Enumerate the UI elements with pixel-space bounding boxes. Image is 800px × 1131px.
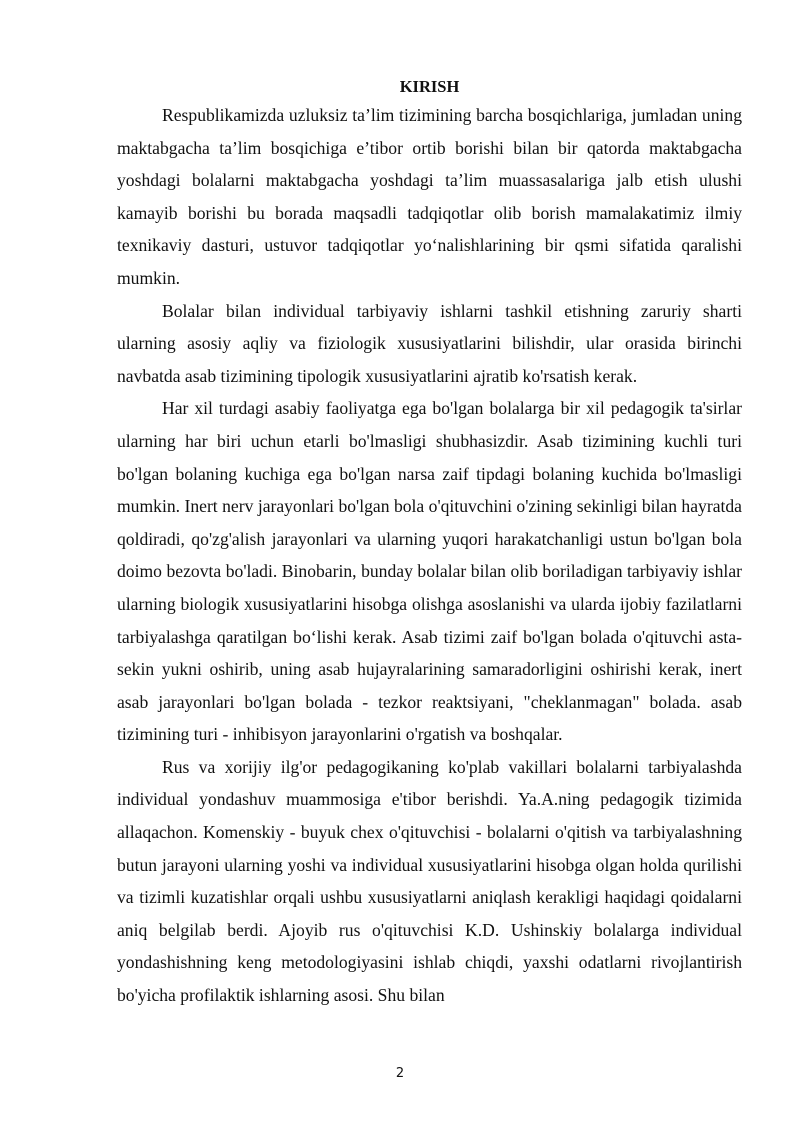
document-page bbox=[117, 70, 742, 1012]
paragraph-2: Bolalar bilan individual tarbiyaviy ishlarni tashkil etishning zaruriy sharti ularning asosiy aqliy va fiziologik xususiyatlarini bilishdir, ular orasida birinchi navbatda asab tizimining tipologik xususiyatlarini ajratib ko'rsatish kerak. bbox=[117, 300, 742, 386]
paragraph-4: Rus va xorijiy ilg'or pedagogikaning ko'plab vakillari bolalarni tarbiyalashda individual yondashuv muammosiga e'tibor berishdi. Ya.A.ning pedagogik tizimida allaqachon. Komenskiy - buyuk chex o'qituvchisi - bolalarni o'qitish va tarbiyalashning butun jarayoni ularning yoshi va individual xususiyatlarini hisobga olgan holda qurilishi va tizimli kuzatishlar orqali ushbu xususiyatlarni aniqlash kerakligi haqidagi qoidalarni aniq belgilab berdi. Ajoyib rus o'qituvchisi K.D. Ushinskiy bolalarga individual yondashishning keng metodologiyasini ishlab chiqdi, yaxshi odatlarni rivojlantirish bo'yicha profilaktik ishlarning asosi. Shu bilan bbox=[117, 756, 742, 1006]
page-number: 2 bbox=[395, 1066, 405, 1081]
section-title: KIRISH bbox=[399, 77, 460, 96]
paragraph-3: Har xil turdagi asabiy faoliyatga ega bo'lgan bolalarga bir xil pedagogik ta'sirlar ularning har biri uchun etarli bo'lmasligi shubhasizdir. Asab tizimining kuchli turi bo'lgan bolaning kuchiga ega bo'lgan narsa zaif tipdagi bolaning kuchida bo'lmasligi mumkin. Inert nerv jarayonlari bo'lgan bola o'qituvchini o'zining sekinligi bilan hayratda qoldiradi, qo'zg'alish jarayonlari va ularning yuqori harakatchanligi ustun bo'lgan bola doimo bezovta bo'ladi. Binobarin, bunday bolalar bilan olib boriladigan tarbiyaviy ishlar ularning biologik xususiyatlarini hisobga olishga asoslanishi va ularda ijobiy fazilatlarni tarbiyalashga qaratilgan bo‘lishi kerak. Asab tizimi zaif bo'lgan bolada o'qituvchi asta-sekin yukni oshirib, uning asab hujayralarining samaradorligini oshirishi kerak, inert asab jarayonlari bo'lgan bolada - tezkor reaktsiyani, "cheklanmagan" bolada. asab tizimining turi - inhibisyon jarayonlarini o'rgatish va boshqalar. bbox=[117, 398, 742, 745]
paragraph-1: Respublikamizda uzluksiz ta’lim tizimining barcha bosqichlariga, jumladan uning maktabgacha ta’lim bosqichiga e’tibor ortib borishi bilan bir qatorda maktabgacha yoshdagi bolalarni maktabgacha yoshdagi ta’lim muassasalariga jalb etish ulushi kamayib borishi bu borada maqsadli tadqiqotlar olib borish mamalakatimiz ilmiy texnikaviy dasturi, ustuvor tadqiqotlar yo‘nalishlarining bir qsmi sifatida qaralishi mumkin. bbox=[117, 105, 742, 288]
